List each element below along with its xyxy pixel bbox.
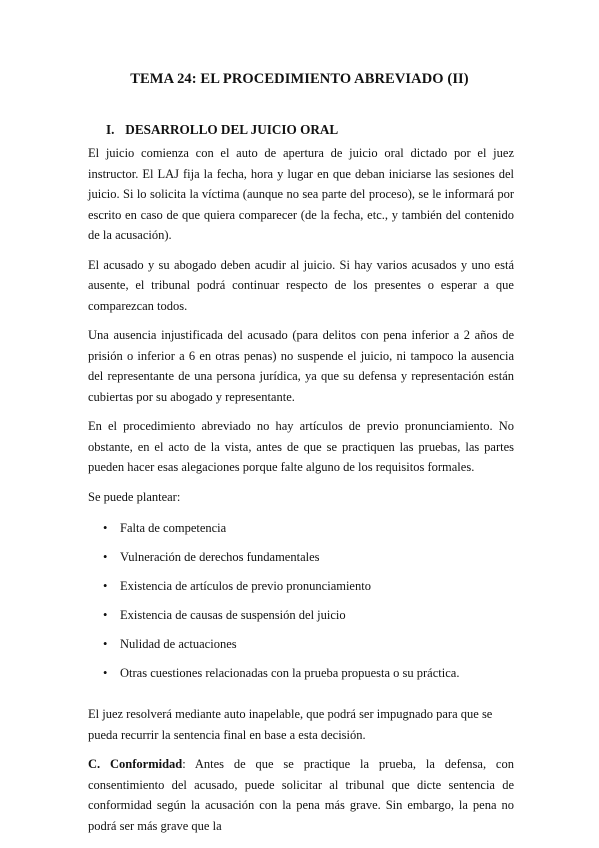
document-body xyxy=(88,143,514,845)
paragraph: El juicio comienza con el auto de apertura de juicio oral dictado por el juez instructor. El LAJ fija la fecha, hora y lugar en que deban iniciarse las sesiones del juicio. Si lo solicita la víctima (aunque no sea parte del proceso), se le informará por escrito en caso de que quiera comparecer (de la fecha, etc., y también del contenido de la acusación). xyxy=(88,146,514,242)
list-item xyxy=(88,663,514,692)
bullet-icon: • xyxy=(103,608,108,622)
list-item xyxy=(88,605,514,634)
list-item xyxy=(88,518,514,547)
paragraph: El acusado y su abogado deben acudir al juicio. Si hay varios acusados y uno está ausente, el tribunal podrá continuar respecto de los presentes o esperar a que comparezcan todos. xyxy=(88,257,514,313)
section-heading xyxy=(106,122,338,138)
paragraph: Se puede plantear: xyxy=(88,489,181,504)
conformidad-text: : Antes de que se practique la prueba, la defensa, con consentimiento del acusado, puede solicitar al tribunal que dicte sentencia de conformidad según la acusación con la pena más grave. Sin embargo, la pena no podrá ser más grave que la xyxy=(88,757,514,833)
list-item xyxy=(88,547,514,576)
list-item-text: Falta de competencia xyxy=(120,521,227,535)
list-item-text: Existencia de causas de suspensión del juicio xyxy=(120,608,346,622)
list-item-text: Existencia de artículos de previo pronunciamiento xyxy=(120,579,371,593)
list-item-text: Nulidad de actuaciones xyxy=(120,637,237,651)
paragraph: En el procedimiento abreviado no hay artículos de previo pronunciamiento. No obstante, en el acto de la vista, antes de que se practiquen las pruebas, las partes pueden hacer esas alegaciones porque falte alguno de los requisitos formales. xyxy=(88,419,514,474)
section-number: I. xyxy=(106,122,115,137)
document-title: TEMA 24: EL PROCEDIMIENTO ABREVIADO (II) xyxy=(130,71,469,87)
section-title: DESARROLLO DEL JUICIO ORAL xyxy=(125,122,339,137)
list-item xyxy=(88,634,514,663)
bullet-icon: • xyxy=(103,521,108,535)
paragraph: Una ausencia injustificada del acusado (para delitos con pena inferior a 2 años de prisión o inferior a 6 en otras penas) no suspende el juicio, ni tampoco la ausencia del representante de una persona jurídica, ya que su defensa y representación están cubiertas por su abogado y representante. xyxy=(88,328,514,404)
bullet-icon: • xyxy=(103,666,108,680)
paragraph: El juez resolverá mediante auto inapelable, que podrá ser impugnado para que se pueda recurrir la sentencia final en base a esta decisión. xyxy=(88,707,493,742)
bullet-icon: • xyxy=(103,579,108,593)
list-item-text: Otras cuestiones relacionadas con la prueba propuesta o su práctica. xyxy=(120,666,460,680)
list-item-text: Vulneración de derechos fundamentales xyxy=(120,550,320,564)
conformidad-paragraph xyxy=(88,754,514,836)
bullet-list xyxy=(88,518,514,692)
list-item xyxy=(88,576,514,605)
conformidad-label: C. Conformidad xyxy=(88,757,183,771)
bullet-icon: • xyxy=(103,637,108,651)
bullet-icon: • xyxy=(103,550,108,564)
